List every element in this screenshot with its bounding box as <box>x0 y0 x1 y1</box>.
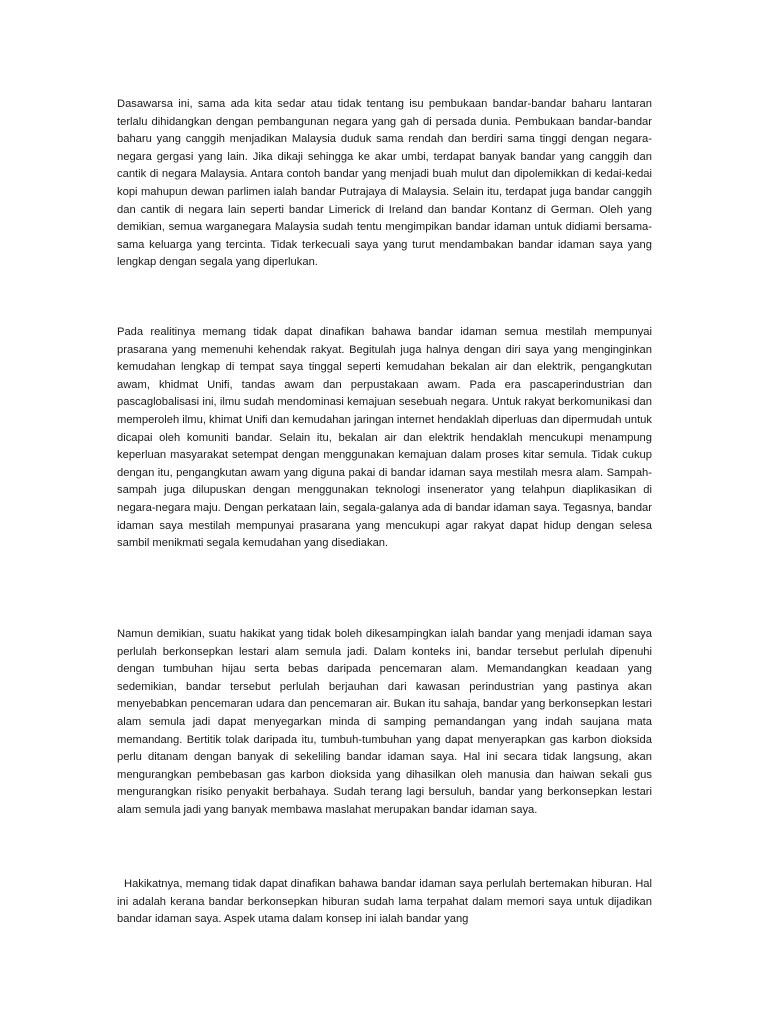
paragraph-4: Hakikatnya, memang tidak dapat dinafikan bahawa bandar idaman saya perlulah bertemakan hiburan. Hal ini adalah kerana bandar berkonsepkan hiburan sudah lama terpahat dalam memori saya untuk dijadikan bandar idaman saya. Aspek utama dalam konsep ini ialah bandar yang <box>117 878 652 926</box>
paragraph-1: Dasawarsa ini, sama ada kita sedar atau tidak tentang isu pembukaan bandar-bandar baharu lantaran terlalu dihidangkan dengan pembangunan negara yang gah di persada dunia. Pembukaan bandar-bandar baharu yang canggih menjadikan Malaysia duduk sama rendah dan berdiri sama tinggi dengan negara-negara gergasi yang lain. Jika dikaji sehingga ke akar umbi, terdapat banyak bandar yang canggih dan cantik di negara Malaysia. Antara contoh bandar yang menjadi buah mulut dan dipolemikkan di kedai-kedai kopi mahupun dewan parlimen ialah bandar Putrajaya di Malaysia. Selain itu, terdapat juga bandar canggih dan cantik di negara lain seperti bandar Limerick di Ireland dan bandar Kontanz di German. Oleh yang demikian, semua warganegara Malaysia sudah tentu mengimpikan bandar idaman untuk didiami bersama-sama keluarga yang tercinta. Tidak terkecuali saya yang turut mendambakan bandar idaman saya yang lengkap dengan segala yang diperlukan. <box>117 98 652 269</box>
paragraph-3: Namun demikian, suatu hakikat yang tidak boleh dikesampingkan ialah bandar yang menjadi idaman saya perlulah berkonsepkan lestari alam semula jadi. Dalam konteks ini, bandar tersebut perlulah dipenuhi dengan tumbuhan hijau serta bebas daripada pencemaran alam. Memandangkan keadaan yang sedemikian, bandar tersebut perlulah berjauhan dari kawasan perindustrian yang pastinya akan menyebabkan pencemaran udara dan pencemaran air. Bukan itu sahaja, bandar yang berkonsepkan lestari alam semula jadi dapat menyegarkan minda di samping pemandangan yang indah saujana mata memandang. Bertitik tolak daripada itu, tumbuh-tumbuhan yang dapat menyerapkan gas karbon dioksida perlu ditanam dengan banyak di sekeliling bandar idaman saya. Hal ini secara tidak langsung, akan mengurangkan pembebasan gas karbon dioksida yang dihasilkan oleh manusia dan haiwan sekali gus mengurangkan risiko penyakit berbahaya. Sudah terang lagi bersuluh, bandar yang berkonsepkan lestari alam semula jadi yang banyak membawa maslahat merupakan bandar idaman saya. <box>117 628 652 816</box>
paragraph-2: Pada realitinya memang tidak dapat dinafikan bahawa bandar idaman semua mestilah mempunyai prasarana yang memenuhi kehendak rakyat. Begitulah juga halnya dengan diri saya yang menginginkan kemudahan lengkap di tempat saya tinggal seperti kemudahan bekalan air dan elektrik, pengangkutan awam, khidmat Unifi, tandas awam dan perpustakaan awam. Pada era pascaperindustrian dan pascaglobalisasi ini, ilmu sudah mendominasi kemajuan sesebuah negara. Untuk rakyat berkomunikasi dan memperoleh ilmu, khimat Unifi dan kemudahan jaringan internet hendaklah diperluas dan dipermudah untuk dicapai oleh komuniti bandar. Selain itu, bekalan air dan elektrik hendaklah mencukupi menampung keperluan masyarakat setempat dengan menggunakan kemajuan dalam proses kitar semula. Tidak cukup dengan itu, pengangkutan awam yang diguna pakai di bandar idaman saya mestilah mesra alam. Sampah-sampah juga dilupuskan dengan menggunakan teknologi insenerator yang telahpun diaplikasikan di negara-negara maju. Dengan perkataan lain, segala-galanya ada di bandar idaman saya. Tegasnya, bandar idaman saya mestilah mempunyai prasarana yang mencukupi agar rakyat dapat hidup dengan selesa sambil menikmati segala kemudahan yang disediakan. <box>117 326 652 550</box>
